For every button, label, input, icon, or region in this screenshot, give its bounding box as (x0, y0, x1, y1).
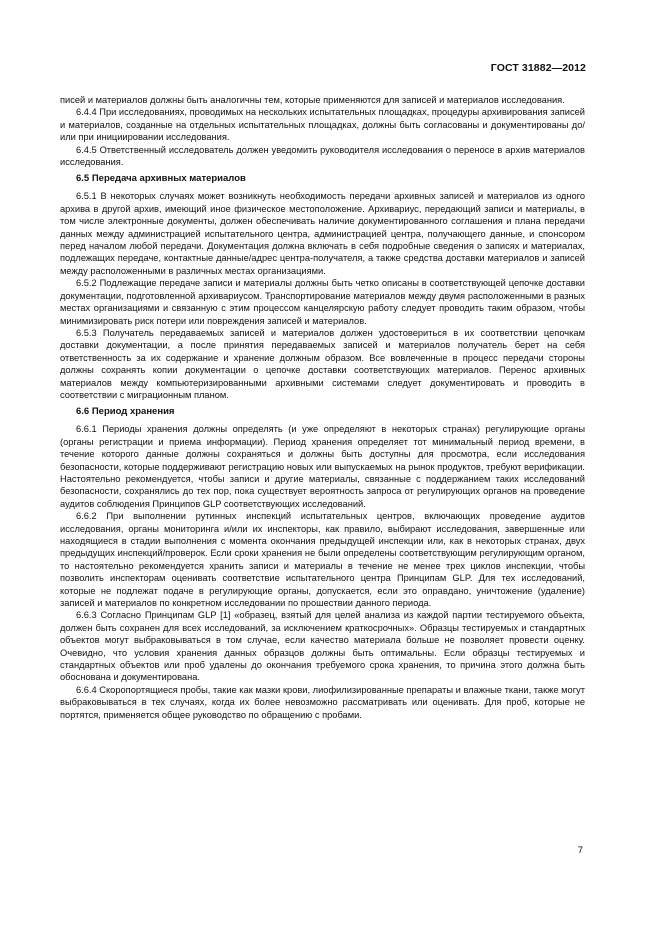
paragraph-6-4-4: 6.4.4 При исследованиях, проводимых на нескольких испытательных площадках, процедуры архивирования записей и материалов, созданные на отдельных испытательных площадках, должны быть согласованы и документированы до/или при инициировании исследования. (60, 107, 585, 143)
paragraph-6-6-3: 6.6.3 Согласно Принципам GLP [1] «образец, взятый для целей анализа из каждой партии тестируемого объекта, должен быть сохранен для всех исследований, за исключением краткосрочных». Образцы тестируемых и стандартных объектов могут выбраковываться в том случае, если качество материала больше не позволяет провести оценку. Очевидно, что условия хранения данных образцов должны быть оптимальны. Если образцы тестируемых и стандартных объектов или проб удалены до окончания требуемого срока хранения, то причина этого должна быть обоснована и документирована. (60, 610, 585, 683)
document-body (60, 94, 585, 721)
page-number: 7 (577, 845, 583, 856)
paragraph-6-6-1: 6.6.1 Периоды хранения должны определять (и уже определяют в некоторых странах) регулирующие органы (органы регистрации и приема информации). Период хранения определяет тот минимальный период времени, в течение которого данные должны сохраняться и должны быть доступны для просмотра, если исследования безопасности, которые поддерживают регистрацию новых или выпускаемых на рынок продуктов, требуют верификации. Настоятельно рекомендуется, чтобы записи и другие материалы, связанные с поддержанием таких исследований безопасности, сохранялись до тех пор, пока существует вероятность запроса от регулирующих органов на проведение аудитов соблюдения Принципов GLP соответствующих исследований. (60, 424, 585, 509)
paragraph-6-4-5: 6.4.5 Ответственный исследователь должен уведомить руководителя исследования о переносе в архив материалов исследования. (60, 144, 585, 168)
section-heading-6-6: 6.6 Период хранения (76, 406, 175, 418)
section-heading-6-5: 6.5 Передача архивных материалов (76, 173, 246, 185)
document-code: ГОСТ 31882—2012 (490, 62, 586, 74)
paragraph-6-5-1: 6.5.1 В некоторых случаях может возникнуть необходимость передачи архивных записей и материалов из одного архива в другой архив, имеющий иное физическое местоположение. Архивариус, передающий записи и материалы, в том числе электронные документы, должен обеспечивать наличие документированного соглашения и плана передачи данных между администрацией испытательного центра, администрацией центра, получающего данные, и спонсором перед началом любой передачи. Документация должна включать в себя подробные сведения о записях и материалах, подлежащих передаче, контактные данные/адрес центра-получателя, а также средства доставки материалов и записей между расположенными в различных местах организациями. (60, 191, 585, 276)
paragraph-6-5-3: 6.5.3 Получатель передаваемых записей и материалов должен удостовериться в их соответствии цепочкам доставки документации, а после принятия передаваемых записей и материалов получатель берет на себя ответственность за их содержание и хранение должным образом. Все вовлеченные в процесс передачи стороны должны сохранять копии документации о цепочке доставки соответствующих материалов. Перенос архивных материалов между компьютеризированными архивными системами следует документировать и проводить в соответствии с миграционным планом. (60, 327, 585, 400)
paragraph-6-6-4: 6.6.4 Скоропортящиеся пробы, такие как мазки крови, лиофилизированные препараты и влажные ткани, также могут выбраковываться в тех случаях, когда их более невозможно рассматривать или оценивать. Для проб, которые не портятся, применяется общее руководство по обращению с пробами. (60, 684, 585, 720)
paragraph-continuation: писей и материалов должны быть аналогичны тем, которые применяются для записей и материалов исследования. (60, 95, 565, 105)
paragraph-6-5-2: 6.5.2 Подлежащие передаче записи и материалы должны быть четко описаны в соответствующей цепочке доставки документации, подготовленной архивариусом. Транспортирование материалов между двумя расположенными в разных местах организациями и связанную с этим процессом канцелярскую работу следует проводить таким образом, чтобы минимизировать риск потери или повреждения записей и материалов. (60, 278, 585, 326)
paragraph-6-6-2: 6.6.2 При выполнении рутинных инспекций испытательных центров, включающих проведение аудитов исследования, органы мониторинга и/или их инспекторы, как правило, выбирают исследования, завершенные или находящиеся в стадии выполнения с момента окончания предыдущей инспекции или, как в некоторых странах, двух предыдущих инспекций/проверок. Если сроки хранения не были определены соответствующим регулирующим органом, то настоятельно рекомендуется хранить записи и материалы в течение не менее трех циклов инспекции, чтобы позволить инспекторам оценивать соответствие испытательного центра Принципам GLP. Для тех исследований, которые не подлежат подаче в регулирующие органы, допускается, если это оправдано, уничтожение (удаление) записей и материалов по конкретном исследовании по прошествии данного периода. (60, 511, 585, 609)
